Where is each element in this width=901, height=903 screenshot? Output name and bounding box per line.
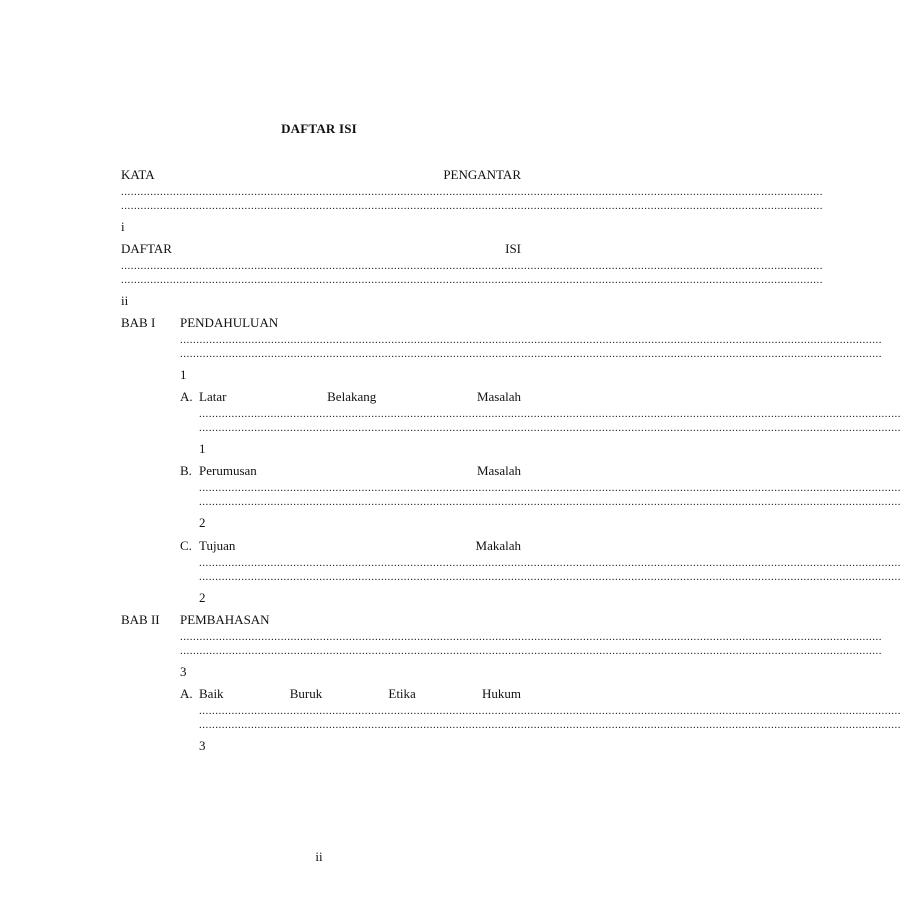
toc-page-number: 2 — [199, 590, 206, 605]
section-word: Tujuan — [199, 538, 236, 553]
dot-leader: ........................................................................................................................................................................................................................ — [180, 631, 882, 643]
section-title — [199, 686, 521, 702]
section-title — [199, 538, 521, 554]
section-title — [199, 389, 521, 405]
toc-entry-word: DAFTAR — [121, 241, 172, 256]
dot-leader: ........................................................................................................................................................................................................................ — [199, 408, 901, 420]
section-letter: A. — [180, 389, 193, 404]
toc-page-number: 1 — [180, 367, 187, 382]
dot-leader: ........................................................................................................................................................................................................................ — [199, 557, 901, 569]
page-title: DAFTAR ISI — [281, 121, 357, 136]
toc-page-number: 2 — [199, 515, 206, 530]
toc-entry-word: KATA — [121, 167, 155, 182]
toc-page-number: ii — [121, 293, 129, 308]
dot-leader: ........................................................................................................................................................................................................................ — [199, 422, 901, 434]
chapter-title: PENDAHULUAN — [180, 315, 279, 330]
section-word: Perumusan — [199, 463, 257, 478]
dot-leader: ........................................................................................................................................................................................................................ — [180, 645, 882, 657]
dot-leader: ........................................................................................................................................................................................................................ — [121, 186, 823, 198]
section-word: Hukum — [481, 686, 521, 701]
toc-page-number: 1 — [199, 441, 206, 456]
toc-entry-word: ISI — [505, 241, 521, 256]
dot-leader: ........................................................................................................................................................................................................................ — [121, 274, 823, 286]
section-word: Masalah — [476, 389, 521, 404]
section-word: Belakang — [327, 389, 377, 404]
section-title — [199, 463, 521, 479]
section-letter: C. — [180, 538, 192, 553]
dot-leader: ........................................................................................................................................................................................................................ — [199, 482, 901, 494]
toc-entry-kata-pengantar — [121, 167, 521, 183]
page-footer-number: ii — [315, 849, 323, 864]
toc-page-number: i — [121, 219, 125, 234]
dot-leader: ........................................................................................................................................................................................................................ — [180, 334, 882, 346]
dot-leader: ........................................................................................................................................................................................................................ — [199, 496, 901, 508]
dot-leader: ........................................................................................................................................................................................................................ — [121, 200, 823, 212]
section-letter: B. — [180, 463, 192, 478]
chapter-label: BAB I — [121, 315, 156, 330]
section-word: Buruk — [289, 686, 323, 701]
dot-leader: ........................................................................................................................................................................................................................ — [180, 348, 882, 360]
toc-page-number: 3 — [199, 738, 206, 753]
section-word: Latar — [199, 389, 227, 404]
section-word: Baik — [199, 686, 224, 701]
section-word: Etika — [388, 686, 416, 701]
section-word: Makalah — [475, 538, 521, 553]
section-word: Masalah — [476, 463, 521, 478]
dot-leader: ........................................................................................................................................................................................................................ — [199, 719, 901, 731]
section-letter: A. — [180, 686, 193, 701]
toc-entry-word: PENGANTAR — [443, 167, 521, 182]
chapter-label: BAB II — [121, 612, 160, 627]
toc-page-number: 3 — [180, 664, 187, 679]
dot-leader: ........................................................................................................................................................................................................................ — [199, 705, 901, 717]
dot-leader: ........................................................................................................................................................................................................................ — [199, 571, 901, 583]
chapter-title: PEMBAHASAN — [180, 612, 270, 627]
toc-entry-daftar-isi — [121, 241, 521, 257]
dot-leader: ........................................................................................................................................................................................................................ — [121, 260, 823, 272]
